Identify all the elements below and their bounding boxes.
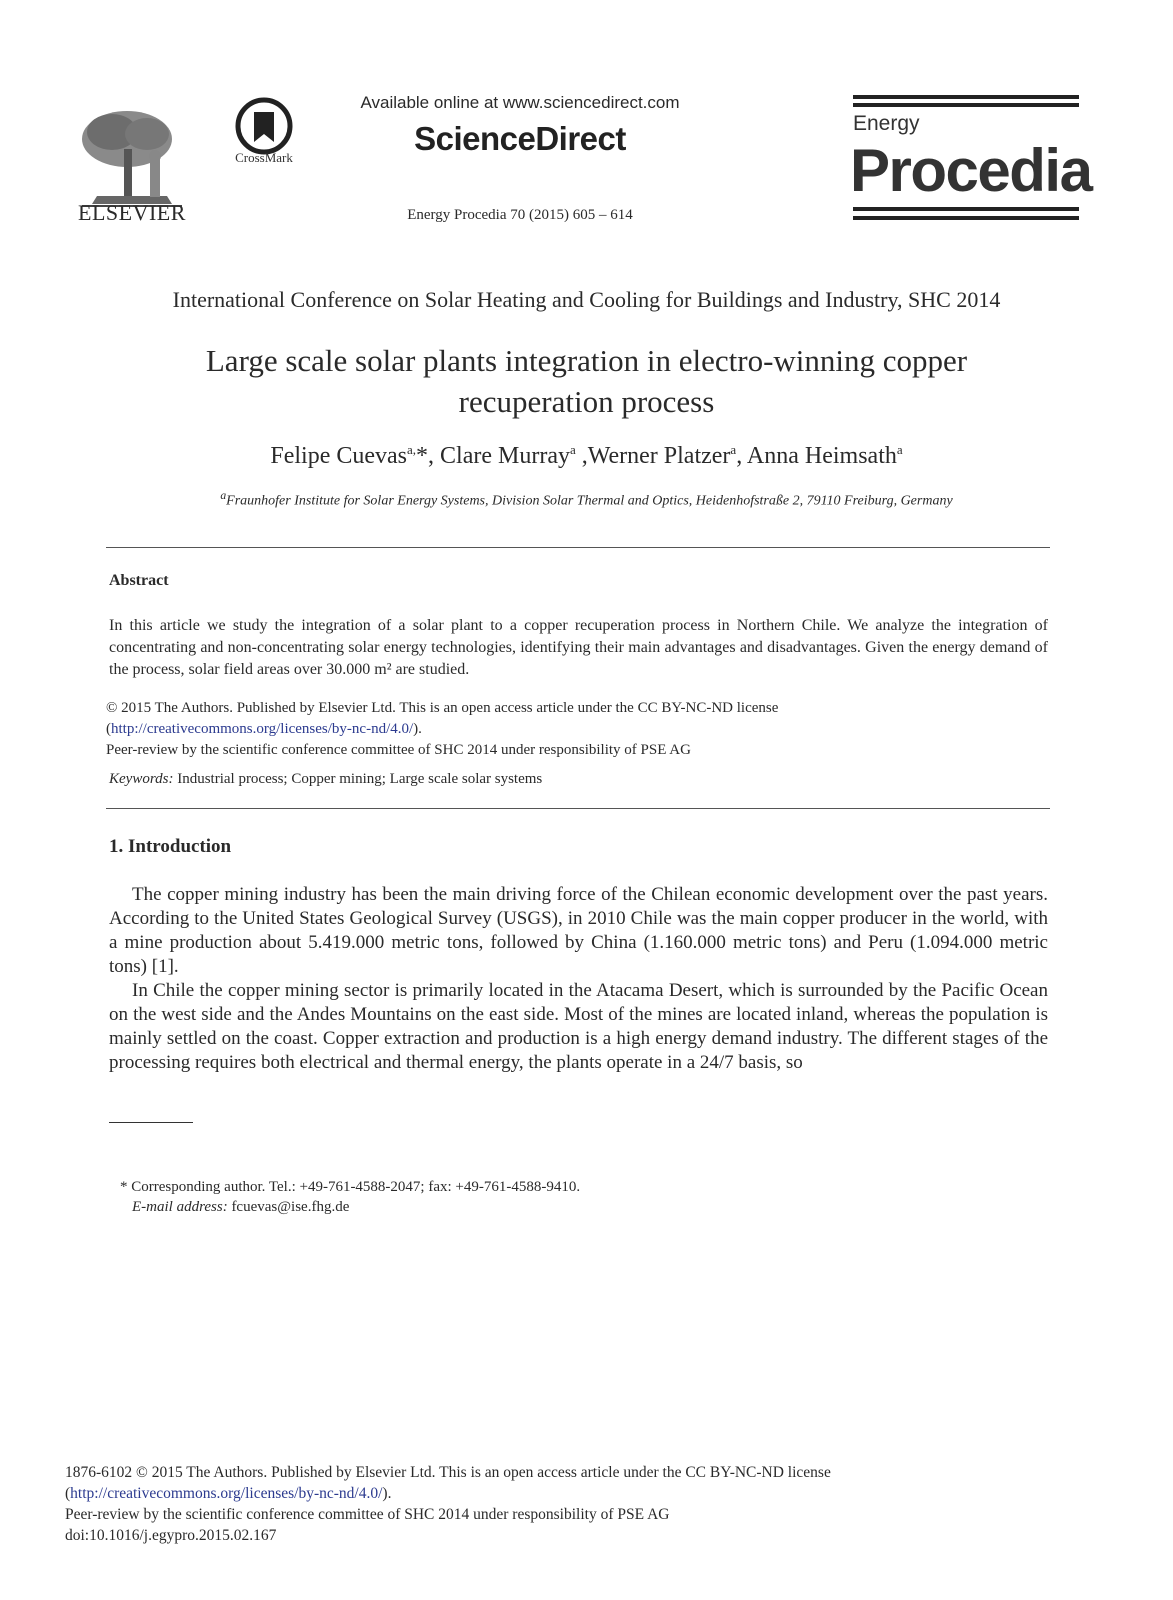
affiliation-text: Fraunhofer Institute for Solar Energy Systems, Division Solar Thermal and Optics, Heidenhofstraße 2, 79110 Freiburg, Germany [226,493,953,509]
author-name: Clare Murray [440,443,570,469]
author-name: Werner Platzer [587,443,731,469]
journal-logo-line2: Procedia [850,137,1092,204]
section-heading-introduction: 1. Introduction [109,836,232,857]
license-line [106,719,1050,740]
email-label: E-mail address: [132,1199,228,1215]
journal-logo-line1: Energy [853,112,920,135]
author-name: Felipe Cuevas [270,443,407,469]
issn-copyright-line: 1876-6102 © 2015 The Authors. Published by Elsevier Ltd. This is an open access article under the CC BY-NC-ND license [65,1464,831,1481]
peer-review-line: Peer-review by the scientific conference committee of SHC 2014 under responsibility of PSE AG [106,742,691,758]
paper-title-line2: recuperation process [458,384,715,419]
author-affiliation-mark: a [730,442,737,457]
available-online-text: Available online at www.sciencedirect.com [360,93,680,112]
license-paren-close: ). [413,721,422,737]
author-affiliation-mark: a, [407,442,417,457]
footer-license-paren-close: ). [382,1485,392,1502]
footer-license-line [65,1483,1065,1504]
author-affiliation-mark: a [569,442,576,457]
publisher-wordmark: ELSEVIER [78,200,186,225]
email-address[interactable]: fcuevas@ise.fhg.de [227,1199,350,1215]
paper-title [100,340,1073,422]
author-list [100,442,1073,470]
paragraph: The copper mining industry has been the main driving force of the Chilean economic development over the past years. According to the United States Geological Survey (USGS), in 2010 Chile was the main copper producer in the world, with a mine production about 5.419.000 metric tons, followed by China (1.160.000 metric tons) and Peru (1.094.000 metric tons) [1]. [109,884,1048,977]
author-separator: *, [416,443,441,469]
email-line [120,1197,1020,1217]
license-link[interactable]: http://creativecommons.org/licenses/by-nc-nd/4.0/ [111,721,414,737]
license-paren-open: ( [106,721,111,737]
divider-top [106,547,1050,548]
copyright-block [106,698,1050,761]
abstract-text: In this article we study the integration of a solar plant to a copper recuperation process in Northern Chile. We analyze the integration of concentrating and non-concentrating solar energy technologies, identifying their main advantages and disadvantages. Given the energy demand of the process, solar field areas over 30.000 m² are studied. [109,617,1048,678]
doi[interactable]: doi:10.1016/j.egypro.2015.02.167 [65,1527,277,1544]
keywords [109,771,1048,788]
footnote-rule [109,1122,193,1123]
introduction-body [109,883,1048,1075]
author-separator: , [575,443,588,469]
sciencedirect-wordmark: ScienceDirect [414,120,626,157]
footnote [120,1177,1020,1217]
journal-logo-rule-top [853,95,1079,99]
conference-name: International Conference on Solar Heating and Cooling for Buildings and Industry, SHC 2014 [172,287,1001,312]
footer-peer-review: Peer-review by the scientific conference committee of SHC 2014 under responsibility of PSE AG [65,1506,670,1523]
page-footer [65,1462,1065,1546]
author-name: Anna Heimsath [746,443,897,469]
journal-logo-rule-bottom-2 [853,216,1079,220]
author-affiliation-mark: a [896,442,903,457]
author-separator: , [736,443,747,469]
divider-bottom [106,808,1050,809]
paper-title-line1: Large scale solar plants integration in electro-winning copper [205,343,968,378]
footer-license-paren-open: ( [65,1485,71,1502]
keywords-text: Industrial process; Copper mining; Large scale solar systems [173,771,543,787]
footer-license-link[interactable]: http://creativecommons.org/licenses/by-nc-nd/4.0/ [70,1485,383,1502]
keywords-label: Keywords: [109,771,174,787]
crossmark-label: CrossMark [235,150,293,165]
copyright-line: © 2015 The Authors. Published by Elsevier Ltd. This is an open access article under the CC BY-NC-ND license [106,700,779,716]
journal-logo-rule-bottom [853,207,1079,211]
paragraph: In Chile the copper mining sector is primarily located in the Atacama Desert, which is surrounded by the Pacific Ocean on the west side and the Andes Mountains on the east side. Most of the mines are located inland, whereas the population is mainly settled on the coast. Copper extraction and production is a high energy demand industry. The different stages of the processing requires both electrical and thermal energy, the plants operate in a 24/7 basis, so [109,980,1048,1073]
corresponding-author: * Corresponding author. Tel.: +49-761-4588-2047; fax: +49-761-4588-9410. [120,1179,581,1195]
journal-logo-rule-top-2 [853,103,1079,107]
journal-reference: Energy Procedia 70 (2015) 605 – 614 [407,207,633,223]
affiliation [100,489,1073,510]
affiliation-mark: a [220,489,227,502]
abstract-heading: Abstract [109,572,169,589]
